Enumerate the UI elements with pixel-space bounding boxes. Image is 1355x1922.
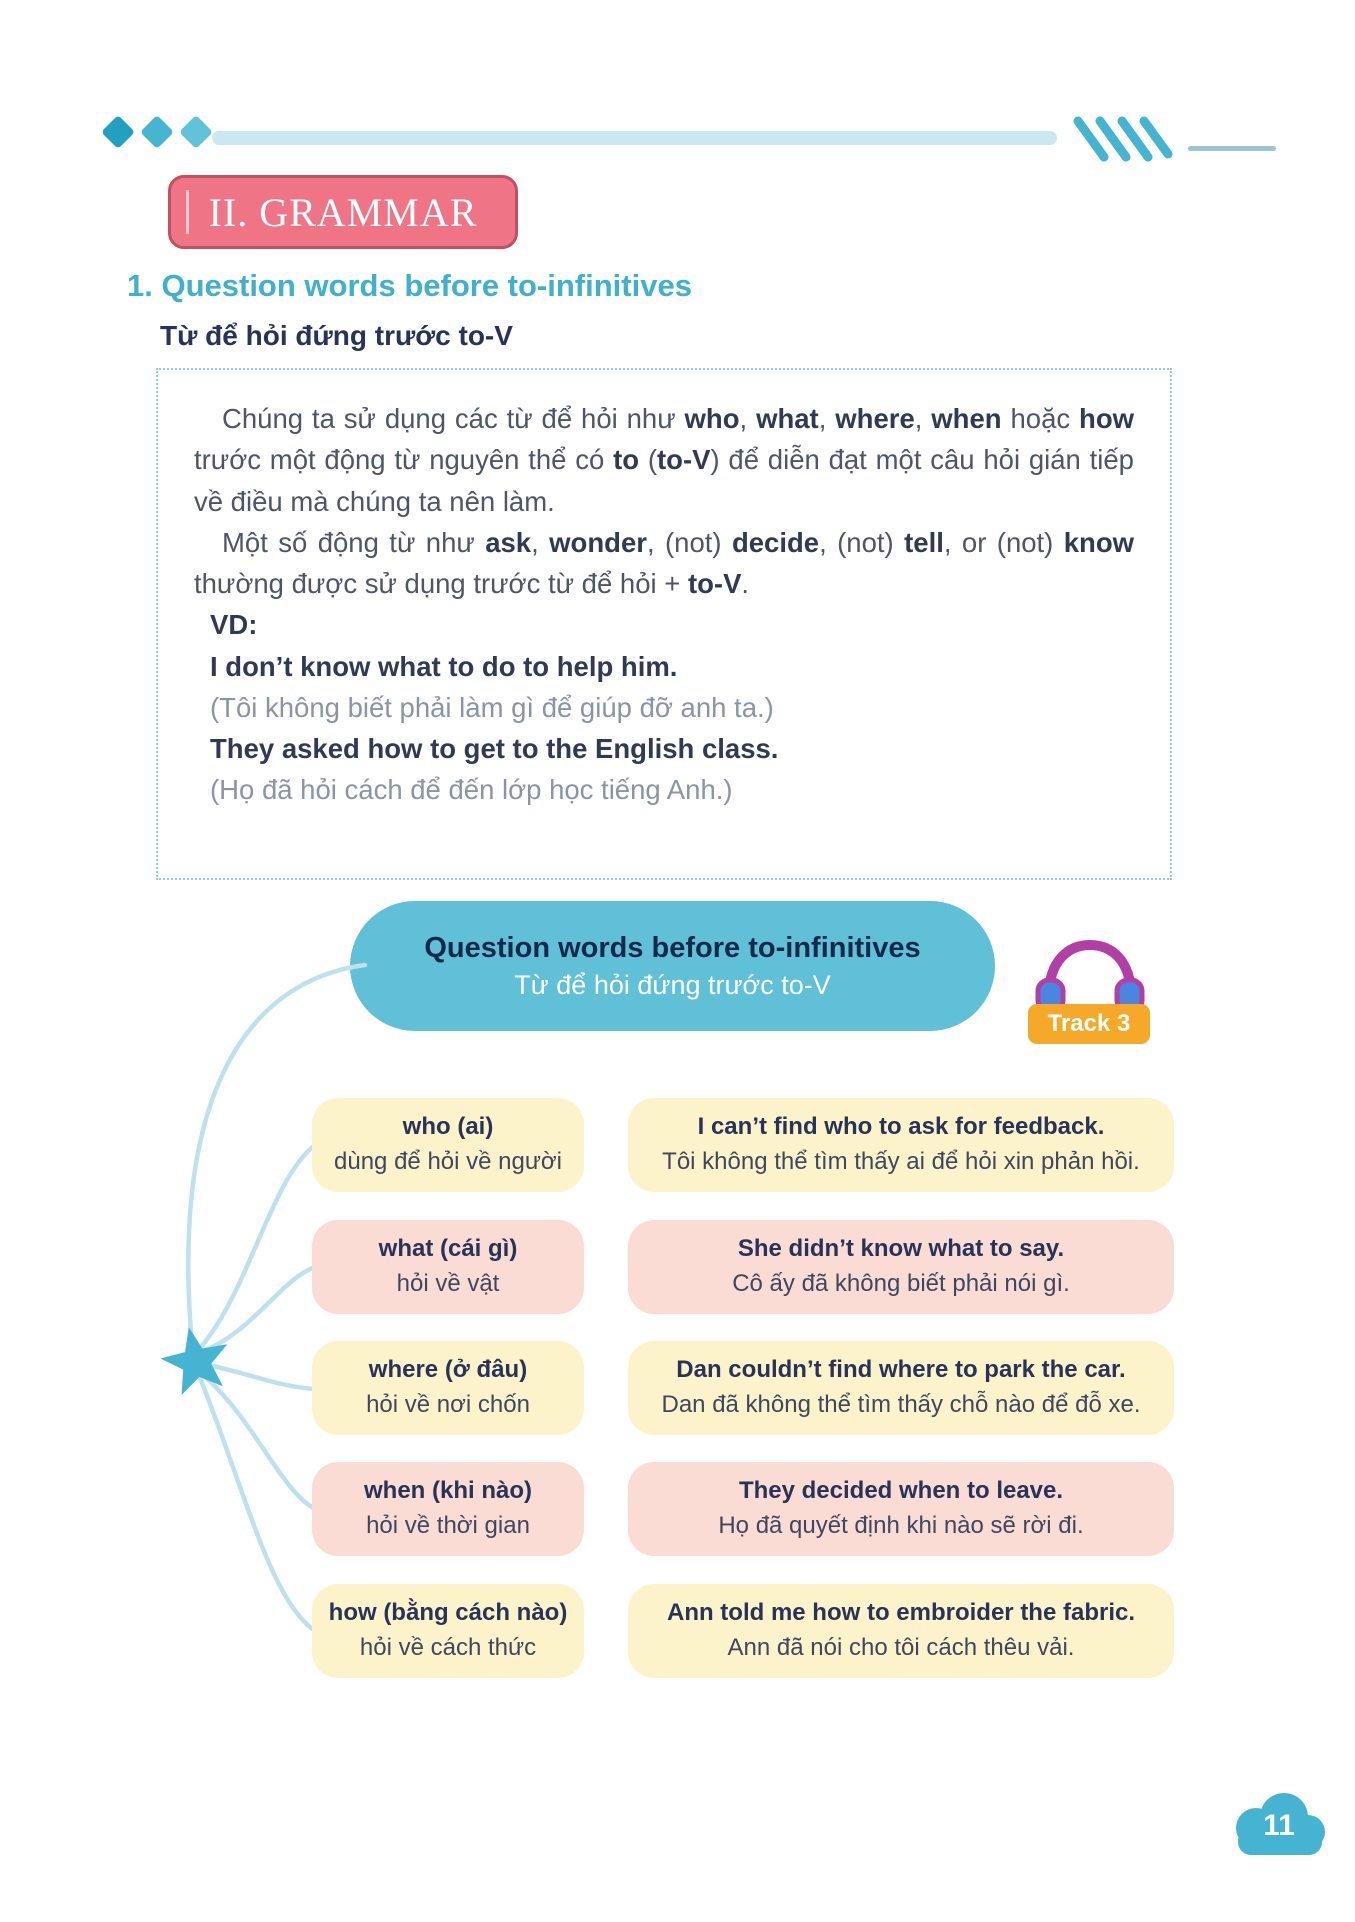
- mindmap-row-who: [312, 1098, 1174, 1192]
- star-icon: [151, 1315, 244, 1408]
- diamond-icon: [101, 115, 135, 149]
- audio-track-label: Track 3: [1047, 1010, 1131, 1037]
- term-box-how: [312, 1584, 584, 1678]
- theory-paragraph: Một số động từ như ask, wonder, (not) decide, (not) tell, or (not) know thường được sử dụng trước từ để hỏi + to-V.: [194, 526, 1135, 599]
- example-translation: Dan đã không thể tìm thấy chỗ nào để đỗ xe.: [661, 1391, 1141, 1418]
- example-sentence: She didn’t know what to say.: [737, 1235, 1065, 1263]
- example-box-when: [628, 1462, 1174, 1556]
- example-box-who: [628, 1098, 1174, 1192]
- example-translation: Họ đã quyết định khi nào sẽ rời đi.: [718, 1512, 1084, 1539]
- example-sentence: Dan couldn’t find where to park the car.: [676, 1356, 1126, 1384]
- mindmap: [312, 1098, 1174, 1680]
- mindmap-row-where: [312, 1341, 1174, 1435]
- term-box-where: [312, 1341, 584, 1435]
- example-sentence: They asked how to get to the English class.: [210, 733, 779, 764]
- diamonds-decoration: [106, 120, 208, 144]
- diamond-icon: [179, 115, 213, 149]
- term-box-what: [312, 1220, 584, 1314]
- example-sentence: I can’t find who to ask for feedback.: [697, 1113, 1105, 1141]
- headphones-icon: [1035, 936, 1145, 1014]
- example-box-where: [628, 1341, 1174, 1435]
- top-right-line: [1188, 146, 1276, 151]
- section-subtitle: Từ để hỏi đứng trước to-V: [160, 320, 513, 351]
- term-label: when (khi nào): [364, 1477, 532, 1505]
- example-box-what: [628, 1220, 1174, 1314]
- term-label: what (cái gì): [378, 1235, 518, 1263]
- example-translation: (Họ đã hỏi cách để đến lớp học tiếng Anh.): [210, 774, 733, 806]
- section-title: 1. Question words before to-infinitives: [127, 268, 692, 303]
- mindmap-row-when: [312, 1462, 1174, 1556]
- term-box-when: [312, 1462, 584, 1556]
- example-translation: (Tôi không biết phải làm gì để giúp đỡ anh ta.): [210, 691, 774, 723]
- grammar-badge-label: II. GRAMMAR: [208, 189, 478, 235]
- example-box-how: [628, 1584, 1174, 1678]
- mindmap-row-what: [312, 1220, 1174, 1314]
- example-sentence: Ann told me how to embroider the fabric.: [666, 1599, 1136, 1627]
- term-description: hỏi về vật: [396, 1270, 500, 1297]
- term-label: who (ai): [402, 1113, 494, 1141]
- mindmap-row-how: [312, 1584, 1174, 1678]
- top-rule-bar: [212, 131, 1057, 145]
- term-description: hỏi về thời gian: [366, 1512, 530, 1539]
- slash-marks-decoration: [1070, 116, 1175, 162]
- term-description: hỏi về nơi chốn: [366, 1391, 530, 1418]
- diamond-icon: [140, 115, 174, 149]
- term-box-who: [312, 1098, 584, 1192]
- topic-bubble-title: Question words before to-infinitives: [424, 931, 921, 964]
- example-label: VD:: [210, 609, 258, 641]
- term-description: hỏi về cách thức: [359, 1634, 537, 1661]
- grammar-section-badge: [168, 175, 518, 249]
- topic-bubble: [350, 901, 995, 1031]
- example-translation: Tôi không thể tìm thấy ai để hỏi xin phản hồi.: [662, 1148, 1140, 1175]
- topic-bubble-subtitle: Từ để hỏi đứng trước to-V: [514, 969, 831, 1000]
- theory-paragraph: Chúng ta sử dụng các từ để hỏi như who, what, where, when hoặc how trước một động từ nguyên thể có to (to-V) để diễn đạt một câu hỏi gián tiếp về điều mà chúng ta nên làm.: [194, 403, 1135, 517]
- audio-track-badge: [1028, 1004, 1150, 1044]
- example-translation: Ann đã nói cho tôi cách thêu vải.: [727, 1634, 1075, 1661]
- term-label: where (ở đâu): [368, 1356, 528, 1384]
- theory-box: [156, 368, 1172, 880]
- term-label: how (bằng cách nào): [328, 1599, 568, 1627]
- example-translation: Cô ấy đã không biết phải nói gì.: [732, 1270, 1070, 1297]
- example-sentence: They decided when to leave.: [738, 1477, 1064, 1505]
- page-number: 11: [1263, 1809, 1295, 1842]
- term-description: dùng để hỏi về người: [334, 1148, 562, 1175]
- example-sentence: I don’t know what to do to help him.: [210, 650, 678, 682]
